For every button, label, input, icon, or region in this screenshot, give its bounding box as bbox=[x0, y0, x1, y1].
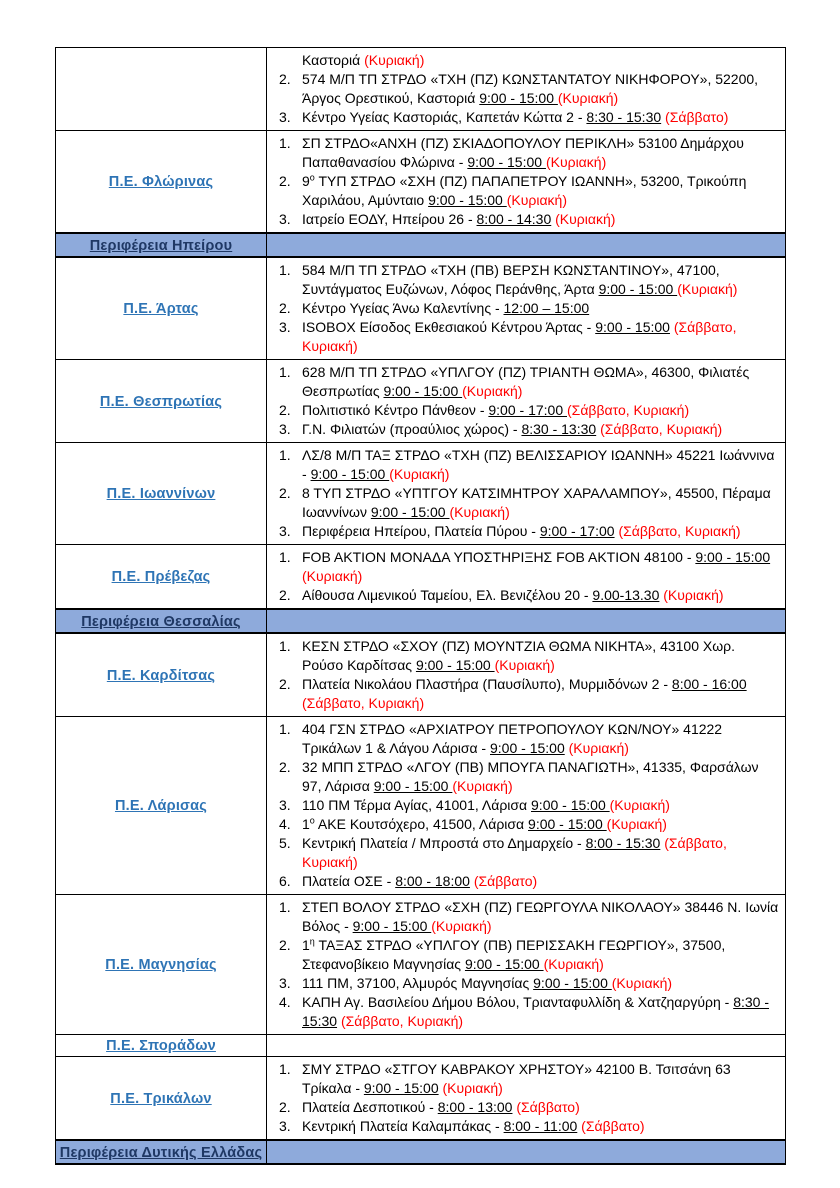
item-number: 1. bbox=[279, 899, 291, 915]
location-item bbox=[267, 872, 779, 891]
day-annotation: (Σάββατο) bbox=[473, 873, 538, 889]
item-text bbox=[302, 420, 779, 439]
item-number: 1. bbox=[279, 135, 291, 151]
item-text bbox=[302, 758, 779, 796]
item-number: 6. bbox=[279, 873, 291, 889]
hours-text: 9:00 - 15:00 bbox=[363, 1080, 439, 1096]
day-annotation: (Κυριακή) bbox=[543, 956, 604, 972]
day-annotation: (Κυριακή) bbox=[364, 52, 425, 68]
location-text: ο bbox=[309, 815, 315, 826]
item-text bbox=[302, 548, 779, 586]
item-number: 2. bbox=[279, 1099, 291, 1115]
location-text: ΣΤΕΠ ΒΟΛΟΥ ΣΤΡΔΟ «ΣΧΗ (ΠΖ) ΓΕΩΡΓΟΥΛΑ ΝΙΚΟΛΑΟΥ» 38446 Ν. Ιωνία Βόλος - bbox=[302, 899, 779, 934]
item-number: 2. bbox=[279, 402, 291, 418]
location-item bbox=[267, 796, 779, 815]
item-text bbox=[302, 974, 779, 993]
location-text: 628 Μ/Π ΤΠ ΣΤΡΔΟ «ΥΠΛΓΟΥ (ΠΖ) ΤΡΙΑΝΤΗ ΘΩΜΑ», 46300, Φιλιατές Θεσπρωτίας bbox=[302, 364, 750, 399]
item-number: 1. bbox=[279, 447, 291, 463]
hours-text: 8:30 - 15:30 bbox=[586, 109, 662, 125]
unit-label-cell bbox=[56, 633, 267, 717]
vaccination-locations-table bbox=[55, 47, 786, 1165]
location-item bbox=[267, 993, 779, 1031]
unit-label-cell bbox=[56, 360, 267, 443]
location-item bbox=[267, 586, 779, 605]
location-item bbox=[267, 484, 779, 522]
hours-text: 8:30 - 13:30 bbox=[521, 421, 597, 437]
hours-text: 9:00 - 17:00 bbox=[539, 523, 615, 539]
region-header-spacer-cell bbox=[267, 233, 786, 257]
day-annotation: (Κυριακή) bbox=[494, 657, 555, 673]
item-number: 4. bbox=[279, 816, 291, 832]
unit-label: Π.Ε. Ιωαννίνων bbox=[106, 486, 216, 502]
region-header-row bbox=[56, 1140, 786, 1164]
unit-label-cell bbox=[56, 545, 267, 610]
item-text bbox=[302, 637, 779, 675]
unit-label: Π.Ε. Μαγνησίας bbox=[105, 957, 217, 973]
unit-label-cell bbox=[56, 443, 267, 545]
hours-text: 9.00-13.30 bbox=[592, 587, 660, 603]
location-text: ΣΠ ΣΤΡΔΟ«ΑΝΧΗ (ΠΖ) ΣΚΙΑΔΟΠΟΥΛΟΥ ΠΕΡΙΚΛΗ» 53100 Δημάρχου Παπαθανασίου Φλώρινα - bbox=[302, 135, 744, 170]
item-number: 3. bbox=[279, 975, 291, 991]
day-annotation: (Κυριακή) bbox=[663, 587, 724, 603]
table-body bbox=[56, 48, 786, 1165]
item-text bbox=[302, 815, 779, 834]
hours-text: 9:00 - 15:00 bbox=[531, 797, 610, 813]
location-text: 574 Μ/Π ΤΠ ΣΤΡΔΟ «ΤΧΗ (ΠΖ) ΚΩΝΣΤΑΝΤΑΤΟΥ ΝΙΚΗΦΟΡΟΥ», 52200, Άργος Ορεστικού, Καστοριά bbox=[302, 71, 759, 106]
location-item bbox=[267, 898, 779, 936]
hours-text: 9:00 - 15:00 bbox=[533, 975, 612, 991]
locations-cell bbox=[267, 1035, 786, 1057]
day-annotation: (Κυριακή) bbox=[442, 1080, 503, 1096]
hours-text: 8:00 - 16:00 bbox=[671, 676, 747, 692]
hours-text: 8:00 - 13:00 bbox=[437, 1099, 513, 1115]
day-annotation: (Κυριακή) bbox=[555, 211, 616, 227]
locations-cell bbox=[267, 545, 786, 610]
item-text bbox=[302, 1117, 779, 1136]
unit-label: Π.Ε. Πρέβεζας bbox=[111, 569, 211, 585]
hours-text: 9:00 - 15:00 bbox=[595, 319, 670, 335]
item-number: 5. bbox=[279, 835, 291, 851]
item-text bbox=[302, 108, 779, 127]
hours-text: 9:00 - 15:00 bbox=[310, 466, 390, 482]
location-text: ΤΑΞΑΣ ΣΤΡΔΟ «ΥΠΛΓΟΥ (ΠΒ) ΠΕΡΙΣΣΑΚΗ ΓΕΩΡΓΙΟΥ», 37500, Στεφανοβίκειο Μαγνησίας bbox=[302, 937, 726, 972]
item-number: 3. bbox=[279, 421, 291, 437]
item-number: 2. bbox=[279, 937, 291, 953]
location-text: ΣΜΥ ΣΤΡΔΟ «ΣΤΓΟΥ ΚΑΒΡΑΚΟΥ ΧΡΗΣΤΟΥ» 42100 Β. Τσιτσάνη 63 Τρίκαλα - bbox=[302, 1061, 731, 1096]
location-text: ISOBOX Είσοδος Εκθεσιακού Κέντρου Άρτας - bbox=[302, 319, 596, 335]
item-text bbox=[302, 936, 779, 974]
item-number: 3. bbox=[279, 523, 291, 539]
day-annotation: (Σάββατο, Κυριακή) bbox=[302, 319, 737, 354]
day-annotation: (Κυριακή) bbox=[609, 797, 670, 813]
location-text: 1 bbox=[302, 816, 310, 832]
day-annotation: (Κυριακή) bbox=[545, 154, 607, 170]
location-item bbox=[267, 936, 779, 974]
region-header-cell bbox=[56, 1140, 267, 1164]
location-item bbox=[267, 1117, 779, 1136]
item-number: 2. bbox=[279, 676, 291, 692]
day-annotation: (Κυριακή) bbox=[677, 281, 738, 297]
locations-cell bbox=[267, 633, 786, 717]
unit-label: Π.Ε. Άρτας bbox=[123, 301, 199, 317]
unit-label: Π.Ε. Φλώρινας bbox=[108, 174, 214, 190]
day-annotation: (Σάββατο, Κυριακή) bbox=[302, 835, 727, 870]
item-text bbox=[302, 484, 779, 522]
day-annotation: (Κυριακή) bbox=[462, 383, 523, 399]
item-number: 1. bbox=[279, 721, 291, 737]
location-text: 404 ΓΣΝ ΣΤΡΔΟ «ΑΡΧΙΑΤΡΟΥ ΠΕΤΡΟΠΟΥΛΟΥ ΚΩΝ/ΝΟΥ» 41222 Τρικάλων 1 & Λάγου Λάρισα - bbox=[302, 721, 723, 756]
item-text bbox=[302, 834, 779, 872]
day-annotation: (Κυριακή) bbox=[606, 816, 667, 832]
location-text: ΚΑΠΗ Αγ. Βασιλείου Δήμου Βόλου, Τριανταφυλλίδη & Χατζηαργύρη - bbox=[302, 994, 734, 1010]
location-item bbox=[267, 108, 779, 127]
location-item bbox=[267, 172, 779, 210]
locations-cell bbox=[267, 717, 786, 895]
item-text bbox=[302, 70, 779, 108]
day-annotation: (Σάββατο, Κυριακή) bbox=[302, 695, 425, 711]
unit-row bbox=[56, 545, 786, 610]
location-item bbox=[267, 446, 779, 484]
item-text bbox=[302, 1060, 779, 1098]
hours-text: 9:00 - 15:00 bbox=[383, 383, 463, 399]
item-text bbox=[302, 261, 779, 299]
location-text: 32 ΜΠΠ ΣΤΡΔΟ «ΛΓΟΥ (ΠΒ) ΜΠΟΥΓΑ ΠΑΝΑΓΙΩΤΗ», 41335, Φαρσάλων 97, Λάρισα bbox=[302, 759, 759, 794]
location-text: Πλατεία Δεσποτικού - bbox=[302, 1099, 438, 1115]
unit-label: Π.Ε. Τρικάλων bbox=[110, 1090, 212, 1107]
item-text bbox=[302, 586, 779, 605]
region-header-cell bbox=[56, 609, 267, 633]
item-number: 2. bbox=[279, 587, 291, 603]
hours-text: 9:00 - 15:00 bbox=[598, 281, 678, 297]
item-text bbox=[302, 318, 779, 356]
location-text: 110 ΠΜ Τέρμα Αγίας, 41001, Λάρισα bbox=[302, 797, 532, 813]
day-annotation: (Κυριακή) bbox=[506, 192, 568, 208]
item-number: 3. bbox=[279, 1118, 291, 1134]
unit-label-cell bbox=[56, 48, 267, 131]
day-annotation: (Σάββατο, Κυριακή) bbox=[340, 1013, 464, 1029]
location-text: ο bbox=[309, 172, 315, 183]
item-text bbox=[302, 401, 779, 420]
location-item bbox=[267, 974, 779, 993]
locations-cell bbox=[267, 1057, 786, 1141]
item-text bbox=[302, 720, 779, 758]
location-text: Κέντρο Υγείας Άνω Καλεντίνης - bbox=[302, 300, 504, 316]
day-annotation: (Κυριακή) bbox=[452, 778, 513, 794]
location-text: ΑΚΕ Κουτσόχερο, 41500, Λάρισα bbox=[314, 816, 529, 832]
hours-text: 9:00 - 15:00 bbox=[464, 956, 544, 972]
item-number: 3. bbox=[279, 797, 291, 813]
unit-row bbox=[56, 257, 786, 360]
location-item bbox=[267, 51, 779, 70]
location-text: Πλατεία ΟΣΕ - bbox=[302, 873, 396, 889]
hours-text: 8:30 - 15:30 bbox=[302, 994, 769, 1029]
location-text: Πλατεία Νικολάου Πλαστήρα (Παυσίλυπο), Μυρμιδόνων 2 - bbox=[302, 676, 672, 692]
hours-text: 9:00 - 17:00 bbox=[488, 402, 567, 418]
hours-text: 9:00 - 15:00 bbox=[467, 154, 546, 170]
day-annotation: (Κυριακή) bbox=[449, 504, 510, 520]
location-item bbox=[267, 815, 779, 834]
day-annotation: (Σάββατο, Κυριακή) bbox=[600, 421, 723, 437]
item-text bbox=[302, 898, 779, 936]
location-item bbox=[267, 401, 779, 420]
hours-text: 8:00 - 11:00 bbox=[503, 1118, 578, 1134]
location-text: FOB AKTION ΜΟΝΑΔΑ ΥΠΟΣΤΗΡΙΞΗΣ FOB AKTION 48100 - bbox=[302, 549, 696, 565]
hours-text: 9:00 - 15:00 bbox=[428, 192, 507, 208]
item-text bbox=[302, 363, 779, 401]
location-text: ΚΕΣΝ ΣΤΡΔΟ «ΣΧΟΥ (ΠΖ) ΜΟΥΝΤΖΙΑ ΘΩΜΑ ΝΙΚΗΤΑ», 43100 Χωρ. Ρούσο Καρδίτσας bbox=[302, 638, 736, 673]
location-text: η bbox=[309, 936, 315, 947]
hours-text: 9:00 - 15:00 bbox=[352, 918, 432, 934]
locations-cell bbox=[267, 257, 786, 360]
item-number: 2. bbox=[279, 71, 291, 87]
location-text: Καστοριά bbox=[302, 52, 365, 68]
unit-row bbox=[56, 895, 786, 1035]
item-number: 1. bbox=[279, 1061, 291, 1077]
locations-cell bbox=[267, 443, 786, 545]
item-number: 1. bbox=[279, 549, 291, 565]
region-header-row bbox=[56, 233, 786, 257]
day-annotation: (Κυριακή) bbox=[568, 740, 629, 756]
item-text bbox=[302, 796, 779, 815]
unit-label: Π.Ε. Σποράδων bbox=[106, 1038, 216, 1054]
day-annotation: (Σάββατο, Κυριακή) bbox=[618, 523, 741, 539]
region-header-row bbox=[56, 609, 786, 633]
unit-label-cell bbox=[56, 895, 267, 1035]
item-number: 3. bbox=[279, 319, 291, 335]
locations-cell bbox=[267, 895, 786, 1035]
unit-label-cell bbox=[56, 1057, 267, 1141]
day-annotation: (Σάββατο) bbox=[516, 1099, 580, 1115]
item-number: 4. bbox=[279, 994, 291, 1010]
hours-text: 9:00 - 15:00 bbox=[415, 657, 495, 673]
unit-label-cell bbox=[56, 717, 267, 895]
item-text bbox=[302, 993, 779, 1031]
item-number: 2. bbox=[279, 300, 291, 316]
location-item bbox=[267, 1060, 779, 1098]
region-header-spacer-cell bbox=[267, 609, 786, 633]
location-item bbox=[267, 261, 779, 299]
location-item bbox=[267, 363, 779, 401]
item-text bbox=[302, 1098, 779, 1117]
unit-row bbox=[56, 1035, 786, 1057]
location-item bbox=[267, 299, 779, 318]
location-text: Κεντρική Πλατεία Καλαμπάκας - bbox=[302, 1118, 504, 1134]
day-annotation: (Κυριακή) bbox=[611, 975, 673, 991]
unit-row bbox=[56, 131, 786, 234]
day-annotation: (Σάββατο) bbox=[581, 1118, 645, 1134]
item-number: 1. bbox=[279, 262, 291, 278]
unit-row bbox=[56, 1057, 786, 1141]
unit-label: Π.Ε. Λάρισας bbox=[114, 798, 208, 814]
item-text bbox=[302, 172, 779, 210]
day-annotation: (Σάββατο) bbox=[665, 109, 729, 125]
day-annotation: (Κυριακή) bbox=[389, 466, 450, 482]
unit-label-cell bbox=[56, 257, 267, 360]
location-item bbox=[267, 70, 779, 108]
unit-label-cell bbox=[56, 1035, 267, 1057]
item-text bbox=[302, 134, 779, 172]
region-header-label: Περιφέρεια Δυτικής Ελλάδας bbox=[59, 1144, 263, 1161]
region-header-label: Περιφέρεια Θεσσαλίας bbox=[81, 613, 241, 630]
location-item bbox=[267, 522, 779, 541]
locations-cell bbox=[267, 131, 786, 234]
location-item bbox=[267, 675, 779, 713]
hours-text: 12:00 – 15:00 bbox=[503, 300, 590, 316]
location-item bbox=[267, 420, 779, 439]
day-annotation: (Κυριακή) bbox=[557, 90, 619, 106]
unit-row bbox=[56, 443, 786, 545]
item-number: 3. bbox=[279, 211, 291, 227]
hours-text: 9:00 - 15:00 bbox=[695, 549, 771, 565]
location-item bbox=[267, 637, 779, 675]
location-text: ΛΣ/8 Μ/Π ΤΑΞ ΣΤΡΔΟ «ΤΧΗ (ΠΖ) ΒΕΛΙΣΣΑΡΙΟΥ ΙΩΑΝΝΗ» 45221 Ιωάννινα - bbox=[302, 447, 775, 482]
location-text: ΤΥΠ ΣΤΡΔΟ «ΣΧΗ (ΠΖ) ΠΑΠΑΠΕΤΡΟΥ ΙΩΑΝΝΗ», 53200, Τρικούπη Χαριλάου, Αμύνταιο bbox=[302, 173, 747, 208]
hours-text: 9:00 - 15:00 bbox=[373, 778, 453, 794]
unit-label-cell bbox=[56, 131, 267, 234]
region-header-spacer-cell bbox=[267, 1140, 786, 1164]
hours-text: 8:00 - 14:30 bbox=[476, 211, 552, 227]
item-number: 2. bbox=[279, 759, 291, 775]
item-text bbox=[302, 210, 779, 229]
unit-row bbox=[56, 717, 786, 895]
hours-text: 9:00 - 15:00 bbox=[490, 740, 565, 756]
item-number: 2. bbox=[279, 173, 291, 189]
hours-text: 8:00 - 18:00 bbox=[395, 873, 470, 889]
location-item bbox=[267, 134, 779, 172]
location-item bbox=[267, 548, 779, 586]
location-text: 111 ΠΜ, 37100, Αλμυρός Μαγνησίας bbox=[302, 975, 534, 991]
locations-cell bbox=[267, 48, 786, 131]
hours-text: 9:00 - 15:00 bbox=[370, 504, 450, 520]
location-item bbox=[267, 318, 779, 356]
item-text bbox=[302, 51, 779, 70]
unit-label: Π.Ε. Καρδίτσας bbox=[106, 667, 216, 684]
location-text: 1 bbox=[302, 937, 310, 953]
location-text: Περιφέρεια Ηπείρου, Πλατεία Πύρου - bbox=[302, 523, 540, 539]
day-annotation: (Σάββατο, Κυριακή) bbox=[567, 402, 690, 418]
location-text: 9 bbox=[302, 173, 310, 189]
locations-cell bbox=[267, 360, 786, 443]
region-header-label: Περιφέρεια Ηπείρου bbox=[89, 237, 233, 254]
location-item bbox=[267, 1098, 779, 1117]
unit-label: Π.Ε. Θεσπρωτίας bbox=[99, 393, 223, 410]
item-text bbox=[302, 522, 779, 541]
hours-text: 8:00 - 15:30 bbox=[585, 835, 661, 851]
item-text bbox=[302, 872, 779, 891]
hours-text: 9:00 - 15:00 bbox=[479, 90, 558, 106]
location-item bbox=[267, 720, 779, 758]
location-text: Ιατρείο ΕΟΔΥ, Ηπείρου 26 - bbox=[302, 211, 477, 227]
location-text: Γ.Ν. Φιλιατών (προαύλιος χώρος) - bbox=[302, 421, 522, 437]
item-number: 2. bbox=[279, 485, 291, 501]
day-annotation: (Κυριακή) bbox=[302, 568, 363, 584]
location-text: 584 Μ/Π ΤΠ ΣΤΡΔΟ «ΤΧΗ (ΠΒ) ΒΕΡΣΗ ΚΩΝΣΤΑΝΤΙΝΟΥ», 47100, Συντάγματος Ευζώνων, Λόφος Περάνθης, Άρτα bbox=[302, 262, 720, 297]
item-text bbox=[302, 675, 779, 713]
item-text bbox=[302, 446, 779, 484]
location-item bbox=[267, 210, 779, 229]
location-text: Αίθουσα Λιμενικού Ταμείου, Ελ. Βενιζέλου 20 - bbox=[302, 587, 593, 603]
location-text: Πολιτιστικό Κέντρο Πάνθεον - bbox=[302, 402, 489, 418]
unit-row bbox=[56, 360, 786, 443]
location-text: Κεντρική Πλατεία / Μπροστά στο Δημαρχείο - bbox=[302, 835, 586, 851]
location-text: Κέντρο Υγείας Καστοριάς, Καπετάν Κώττα 2 - bbox=[302, 109, 587, 125]
hours-text: 9:00 - 15:00 bbox=[528, 816, 607, 832]
location-item bbox=[267, 758, 779, 796]
item-number: 3. bbox=[279, 109, 291, 125]
item-number: 1. bbox=[279, 638, 291, 654]
location-text: 8 ΤΥΠ ΣΤΡΔΟ «ΥΠΤΓΟΥ ΚΑΤΣΙΜΗΤΡΟΥ ΧΑΡΑΛΑΜΠΟΥ», 45500, Πέραμα Ιωαννίνων bbox=[302, 485, 771, 520]
item-number: 1. bbox=[279, 364, 291, 380]
region-header-cell bbox=[56, 233, 267, 257]
location-item bbox=[267, 834, 779, 872]
item-text bbox=[302, 299, 779, 318]
unit-row bbox=[56, 633, 786, 717]
day-annotation: (Κυριακή) bbox=[431, 918, 492, 934]
unit-row bbox=[56, 48, 786, 131]
